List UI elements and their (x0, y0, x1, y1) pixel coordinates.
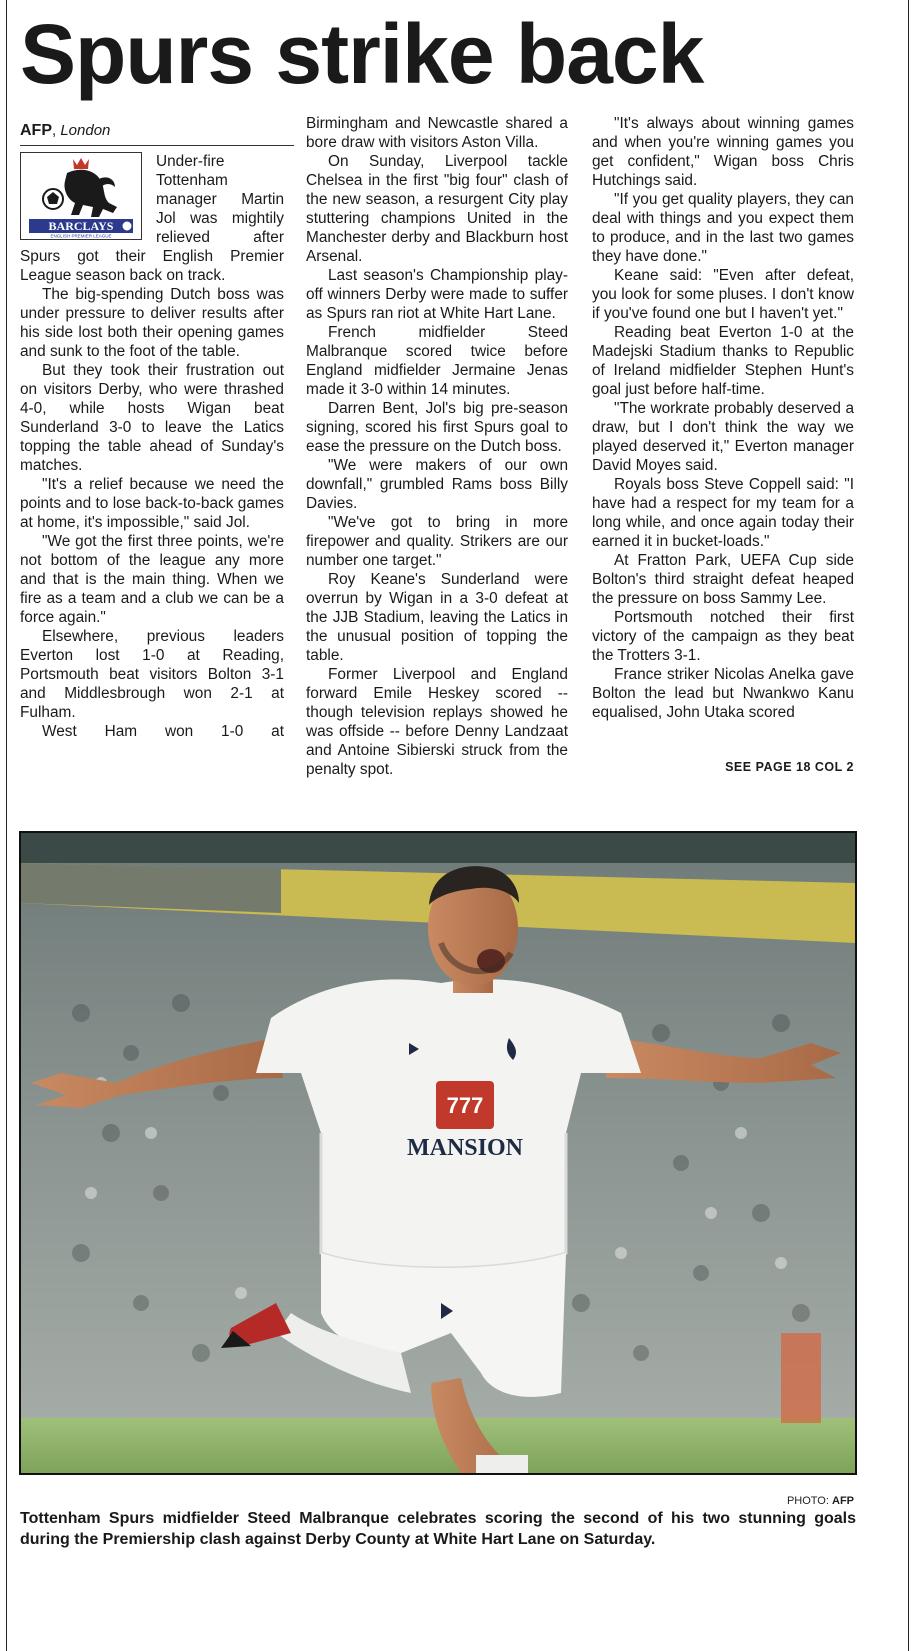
photo-credit-agency: AFP (832, 1495, 854, 1507)
byline-agency: AFP (20, 122, 52, 139)
paragraph: "We were makers of our own downfall," grumbled Rams boss Billy Davies. (306, 457, 568, 512)
paragraph: But they took their frustration out on visitors Derby, who were thrashed 4-0, while hosts Wigan beat Sunderland 3-0 to leave the Latics topping the table ahead of Sunday's matches. (20, 362, 284, 474)
paragraph: Darren Bent, Jol's big pre-season signing, scored his first Spurs goal to ease the pressure on the Dutch boss. (306, 400, 568, 455)
paragraph: Under-fire Tottenham manager Martin Jol was mightily relieved after Spurs got their English Premier League season back on track. (20, 153, 284, 284)
right-border-rule (908, 0, 909, 1651)
paragraph: Elsewhere, previous leaders Everton lost 1-0 at Reading, Portsmouth beat visitors Bolton 3-1 and Middlesbrough won 2-1 at Fulham. (20, 628, 284, 721)
paragraph: "It's a relief because we need the points and to lose back-to-back games at home, it's impossible," said Jol. (20, 476, 284, 531)
paragraph: "We've got to bring in more firepower and quality. Strikers are our number one target." (306, 514, 568, 569)
continuation-note: SEE PAGE 18 COL 2 (725, 760, 854, 774)
lion-crest-icon (21, 153, 141, 239)
paragraph: Last season's Championship play-off winners Derby were made to suffer as Spurs ran riot at White Hart Lane. (306, 267, 568, 322)
byline: AFP, London (20, 120, 294, 146)
logo-wordmark: BARCLAYS (48, 219, 114, 233)
paragraph: Reading beat Everton 1-0 at the Madejski Stadium thanks to Republic of Ireland midfielder Stephen Hunt's goal just before half-time. (592, 324, 854, 398)
svg-text:777: 777 (446, 1093, 484, 1118)
photo-credit-label: PHOTO: (786, 1495, 829, 1507)
paragraph: Portsmouth notched their first victory of the campaign as they beat the Trotters 3-1. (592, 609, 854, 664)
paragraph: Roy Keane's Sunderland were overrun by Wigan in a 3-0 defeat at the JJB Stadium, leaving the Latics in the unusual position of topping the table. (306, 571, 568, 664)
footballer-celebration-illustration (21, 833, 855, 1473)
premier-league-logo (20, 152, 142, 240)
article-column-2 (306, 114, 568, 779)
headline: Spurs strike back (20, 7, 704, 101)
paragraph: "It's always about winning games and when you're winning games you get confident," Wigan boss Chris Hutchings said. (592, 115, 854, 189)
byline-location: London (60, 122, 111, 139)
paragraph: Former Liverpool and England forward Emile Heskey scored -- though television replays showed he was offside -- before Denny Landzaat and Antoine Sibierski struck from the penalty spot. (306, 666, 568, 778)
left-border-rule (6, 0, 7, 1651)
paragraph: France striker Nicolas Anelka gave Bolton the lead but Nwankwo Kanu equalised, John Utaka scored (592, 666, 854, 721)
paragraph: Keane said: "Even after defeat, you look for some pluses. I don't know if you've found one but I haven't yet." (592, 267, 854, 322)
paragraph: French midfielder Steed Malbranque scored twice before England midfielder Jermaine Jenas made it 3-0 within 14 minutes. (306, 324, 568, 398)
paragraph: On Sunday, Liverpool tackle Chelsea in the first "big four" clash of the new season, a resurgent City play stuttering champions United in the Manchester derby and Blackburn host Arsenal. (306, 153, 568, 265)
celebration-photo (19, 831, 857, 1475)
paragraph: "We got the first three points, we're not bottom of the league any more and that is the main thing. When we fire as a team and a club we can be a force again." (20, 533, 284, 626)
paragraph: Birmingham and Newcastle shared a bore draw with visitors Aston Villa. (306, 115, 568, 151)
photo-caption: Tottenham Spurs midfielder Steed Malbranque celebrates scoring the second of his two stunning goals during the Premiership clash against Derby County at White Hart Lane on Saturday. (20, 1510, 856, 1548)
paragraph: At Fratton Park, UEFA Cup side Bolton's third straight defeat heaped the pressure on boss Sammy Lee. (592, 552, 854, 607)
paragraph: "If you get quality players, they can deal with things and you expect them to produce, and in the last two games they have done." (592, 191, 854, 265)
paragraph: West Ham won 1-0 at (42, 723, 284, 740)
paragraph: The big-spending Dutch boss was under pressure to deliver results after his side lost both their opening games and sunk to the foot of the table. (20, 286, 284, 360)
photo-credit (600, 1494, 854, 1508)
article-column-3 (592, 114, 854, 722)
logo-subline: ENGLISH PREMIER LEAGUE (50, 233, 112, 239)
article-column-1 (20, 152, 284, 741)
shirt-sponsor: MANSION (406, 1135, 524, 1161)
paragraph: "The workrate probably deserved a draw, but I don't think the way we played deserved it," Everton manager David Moyes said. (592, 400, 854, 474)
paragraph: Royals boss Steve Coppell said: "I have had a respect for my team for a long while, and once again today their earned it in bucket-loads." (592, 476, 854, 550)
